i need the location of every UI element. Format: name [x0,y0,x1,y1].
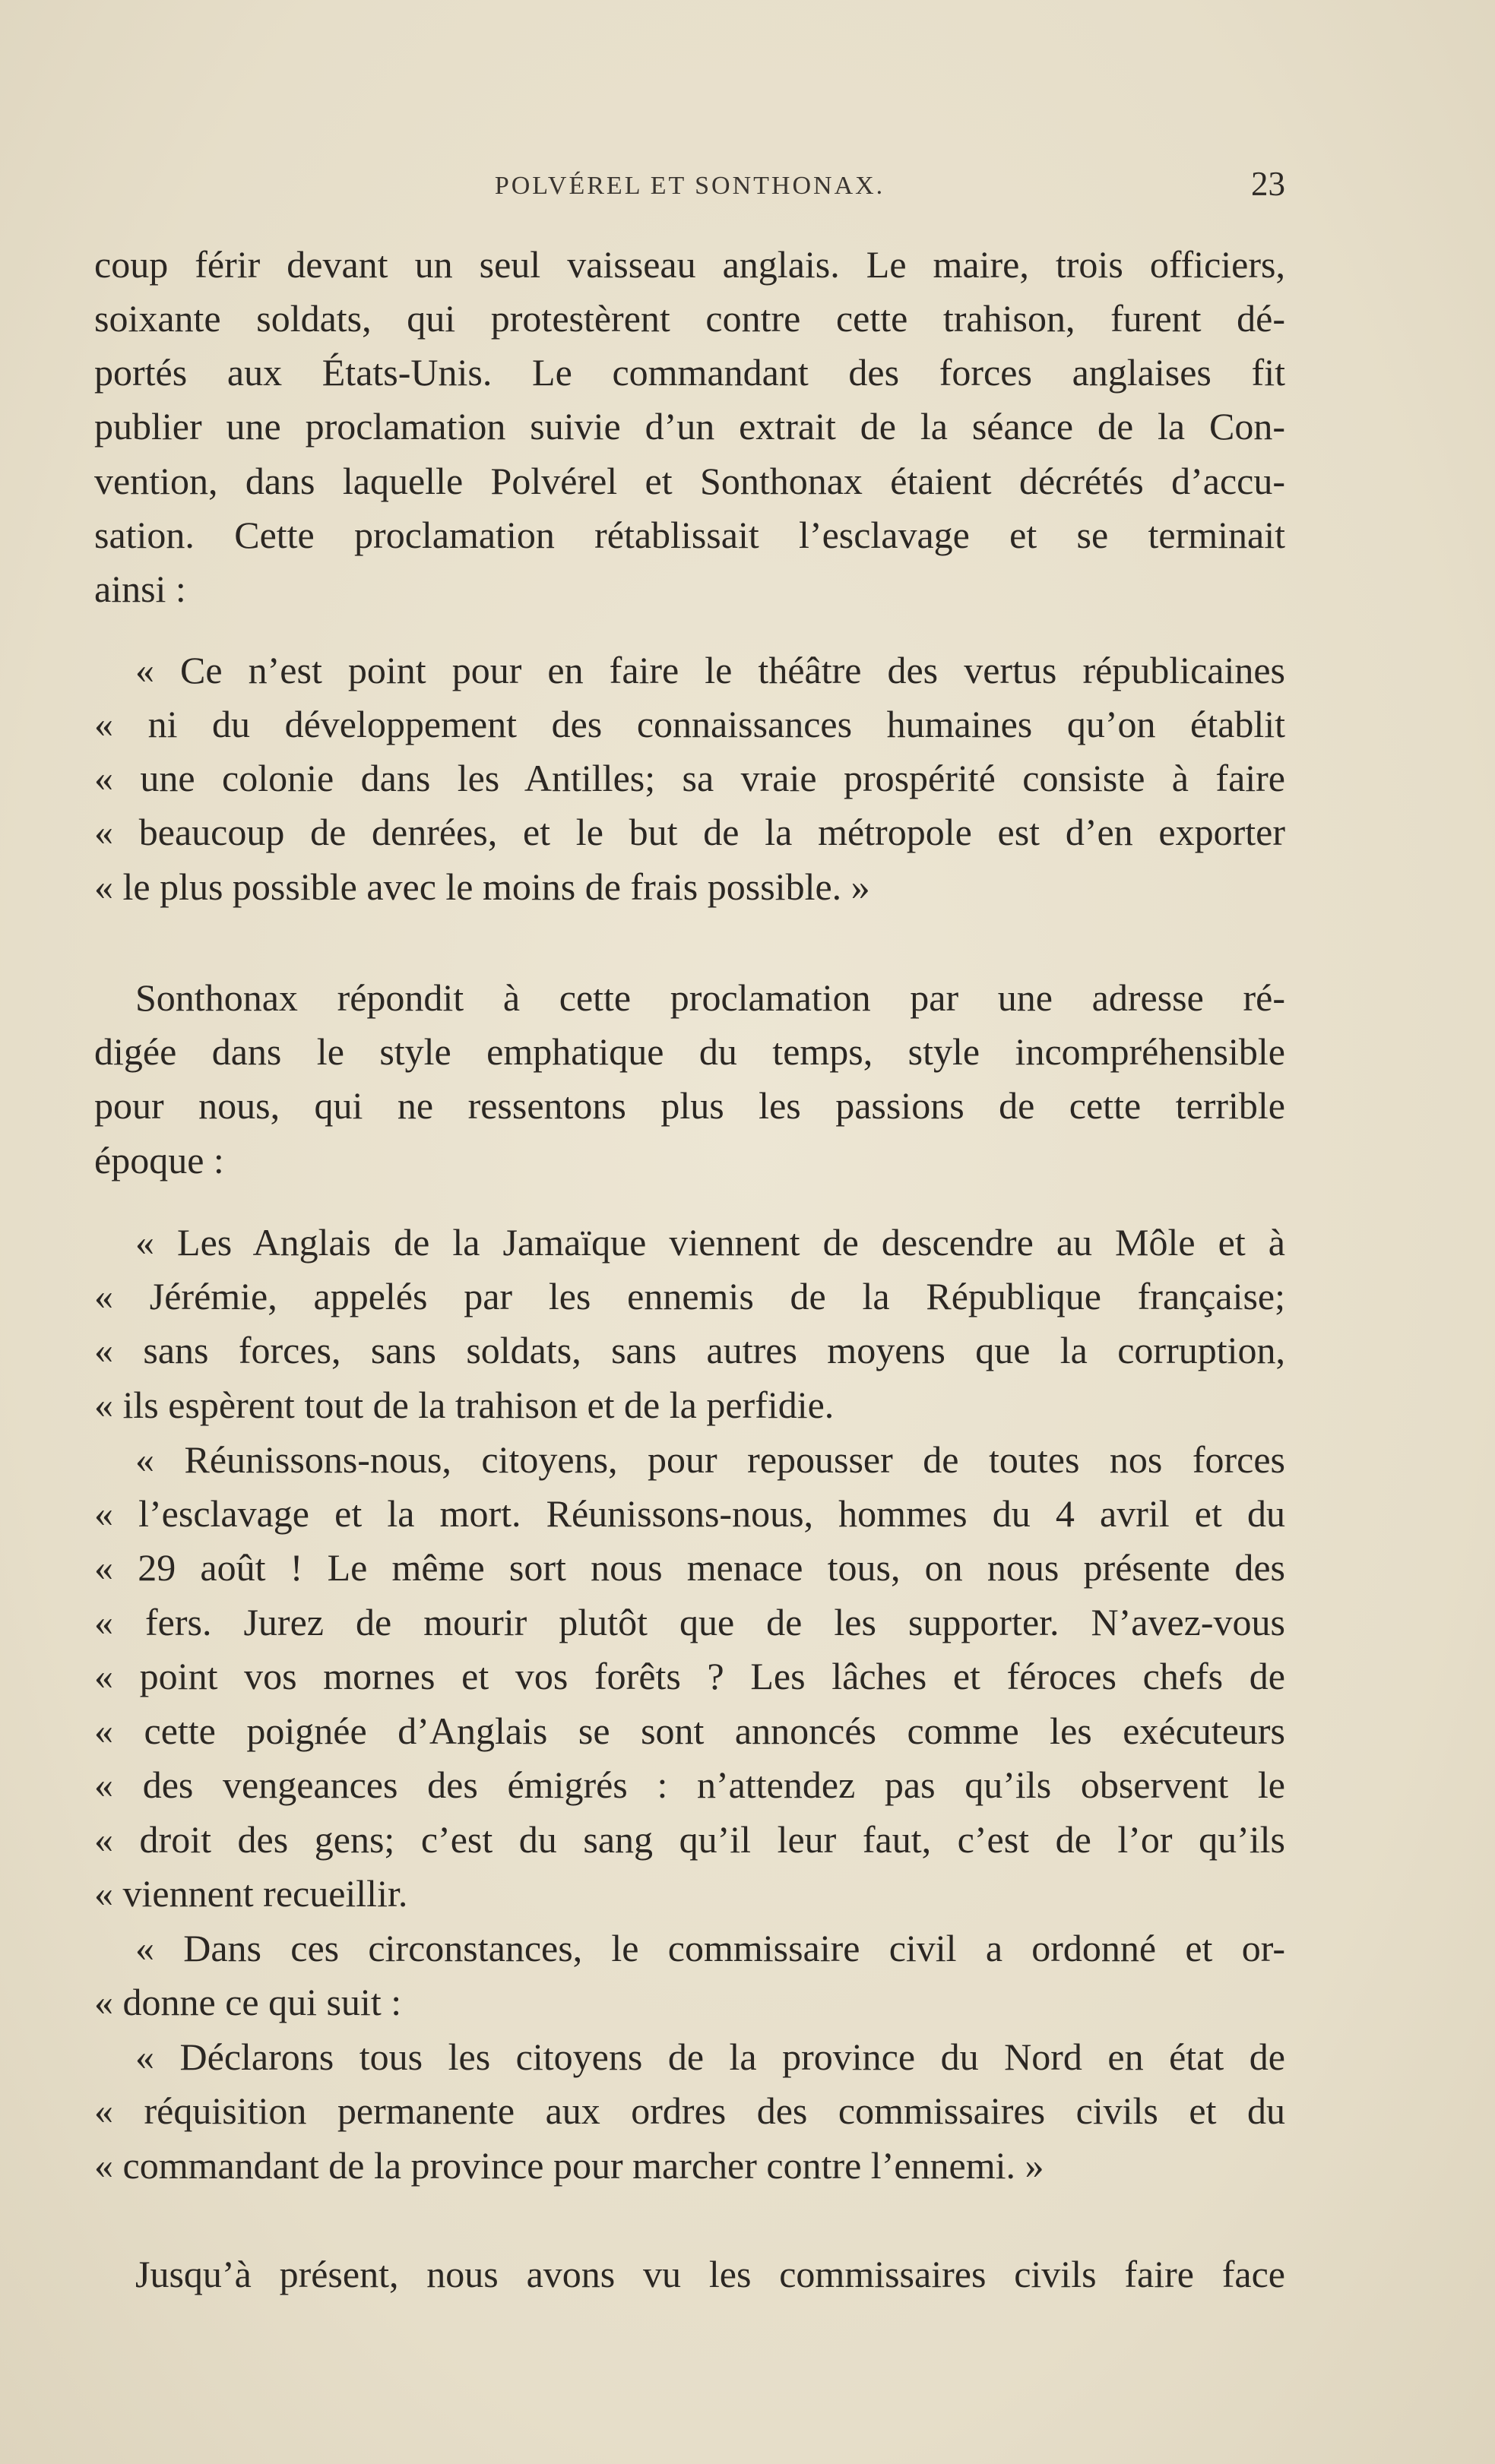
quote-line: « Les Anglais de la Jamaïque viennent de descendre au Môle et à [135,1221,1285,1264]
quote-line: « donne ce qui suit : [94,1981,402,2023]
page-number: 23 [1251,165,1285,203]
quote-line: « Dans ces circonstances, le commissaire civil a ordonné et or- [135,1927,1285,1969]
running-title: POLVÉREL ET SONTHONAX. [494,172,885,200]
text-line: coup férir devant un seul vaisseau anglais. Le maire, trois officiers, [94,243,1285,286]
text-line: pour nous, qui ne ressentons plus les passions de cette terrible [94,1084,1285,1127]
quote-line: « Ce n’est point pour en faire le théâtre des vertus républicaines [135,649,1285,691]
text-line: digée dans le style emphatique du temps, style incompréhensible [94,1030,1285,1073]
text-line: époque : [94,1139,224,1181]
quote-line: « commandant de la province pour marcher contre l’ennemi. » [94,2144,1044,2187]
text-line: Sonthonax répondit à cette proclamation par une adresse ré- [135,976,1285,1019]
quote-line: « point vos mornes et vos forêts ? Les lâches et féroces chefs de [94,1655,1285,1697]
quote-line: « ils espèrent tout de la trahison et de la perfidie. [94,1384,835,1426]
text-line: Jusqu’à présent, nous avons vu les commissaires civils faire face [135,2253,1285,2295]
quote-line: « le plus possible avec le moins de frais possible. » [94,865,870,908]
text-line: publier une proclamation suivie d’un extrait de la séance de la Con- [94,405,1285,448]
quote-line: « Réunissons-nous, citoyens, pour repousser de toutes nos forces [135,1438,1285,1481]
quote-line: « cette poignée d’Anglais se sont annoncés comme les exécuteurs [94,1710,1285,1752]
quote-line: « Jérémie, appelés par les ennemis de la République française; [94,1275,1285,1317]
text-line: soixante soldats, qui protestèrent contre cette trahison, furent dé- [94,297,1285,340]
quote-line: « viennent recueillir. [94,1872,408,1915]
quote-line: « des vengeances des émigrés : n’attendez pas qu’ils observent le [94,1763,1285,1806]
quote-line: « droit des gens; c’est du sang qu’il leur faut, c’est de l’or qu’ils [94,1818,1285,1861]
quote-line: « une colonie dans les Antilles; sa vraie prospérité consiste à faire [94,757,1285,799]
text-line: vention, dans laquelle Polvérel et Sonthonax étaient décrétés d’accu- [94,460,1285,502]
quote-line: « Déclarons tous les citoyens de la province du Nord en état de [135,2035,1285,2078]
quote-line: « ni du développement des connaissances humaines qu’on établit [94,703,1285,745]
quote-line: « fers. Jurez de mourir plutôt que de les supporter. N’avez-vous [94,1601,1285,1643]
quote-line: « 29 août ! Le même sort nous menace tous, on nous présente des [94,1546,1285,1589]
text-line: portés aux États-Unis. Le commandant des forces anglaises fit [94,351,1285,394]
quote-line: « l’esclavage et la mort. Réunissons-nous, hommes du 4 avril et du [94,1492,1285,1535]
text-line: sation. Cette proclamation rétablissait l’esclavage et se terminait [94,514,1285,556]
text-line: ainsi : [94,568,186,610]
quote-line: « réquisition permanente aux ordres des commissaires civils et du [94,2089,1285,2132]
quote-line: « sans forces, sans soldats, sans autres moyens que la corruption, [94,1329,1285,1371]
quote-line: « beaucoup de denrées, et le but de la métropole est d’en exporter [94,811,1285,853]
page-header [94,161,1285,207]
